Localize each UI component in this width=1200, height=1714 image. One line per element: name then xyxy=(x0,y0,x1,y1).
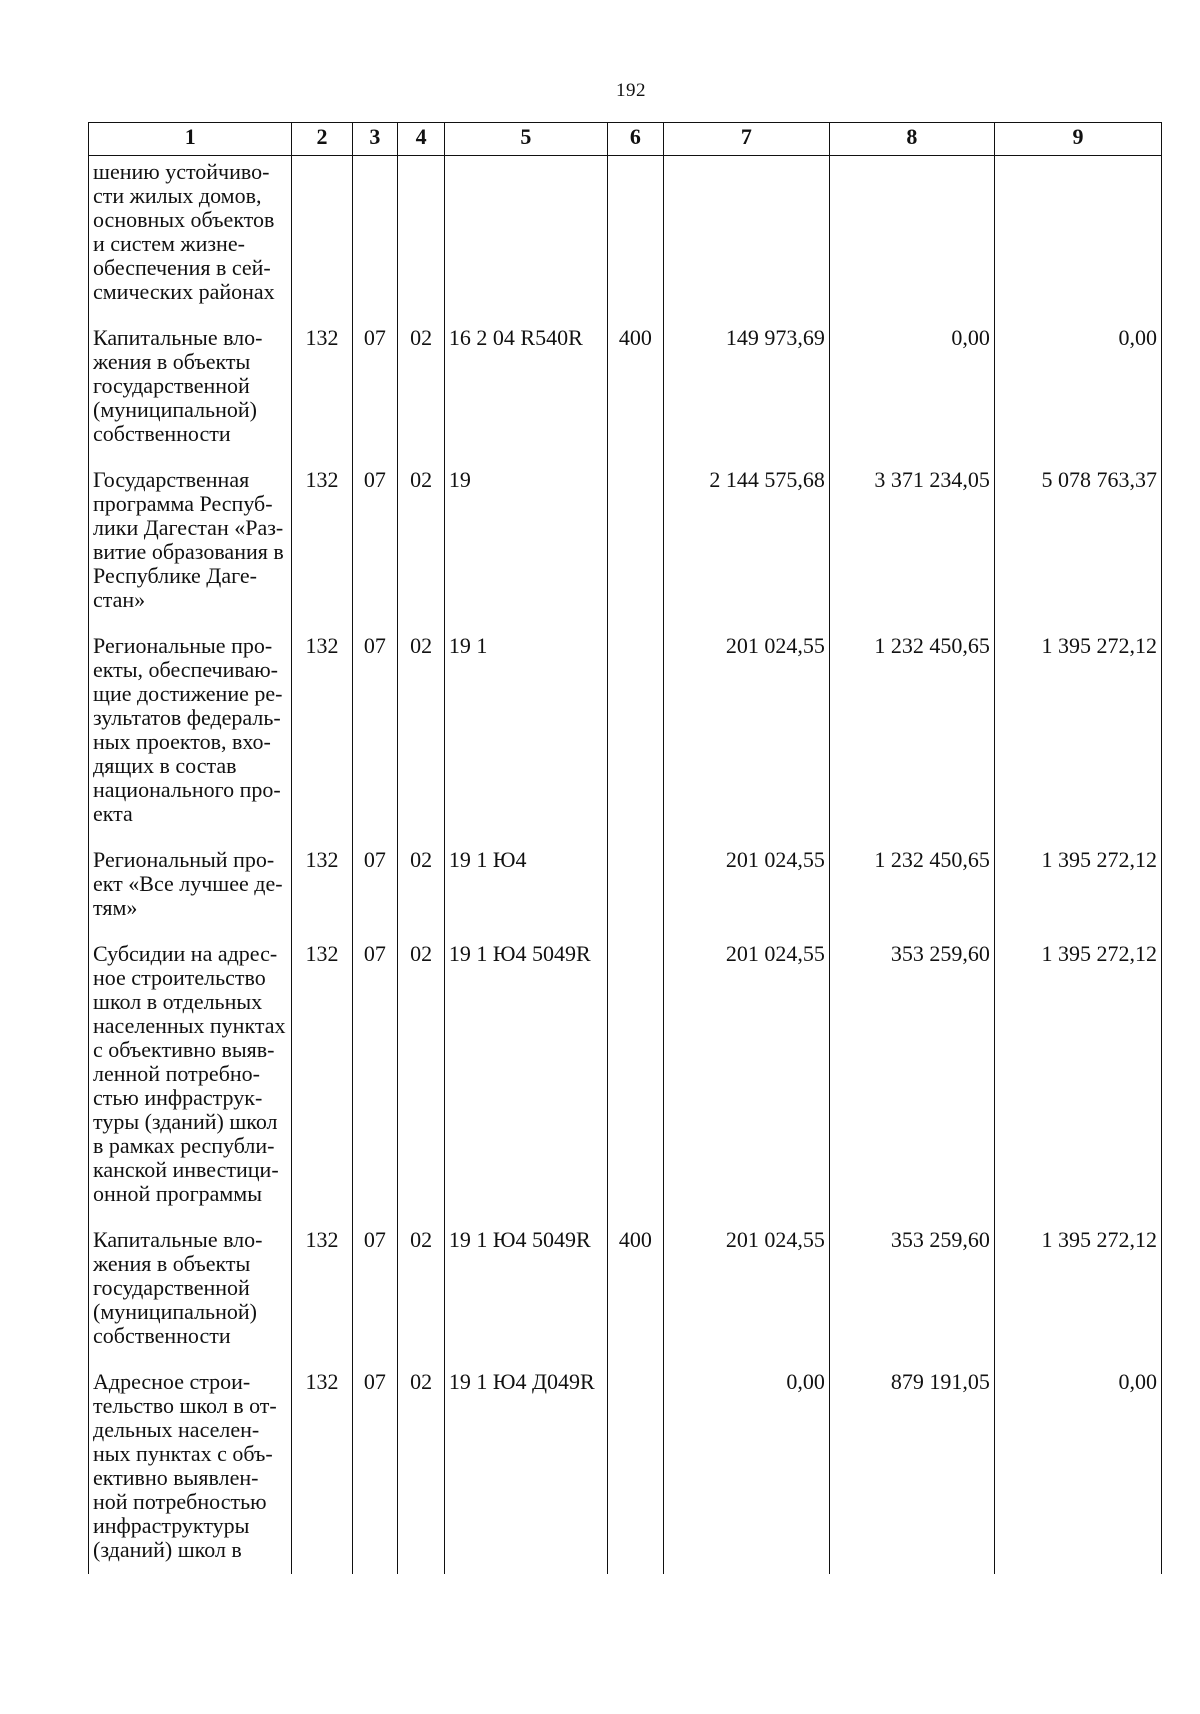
section-cell: 07 xyxy=(352,848,398,942)
column-header: 3 xyxy=(352,123,398,156)
row-name-line: ной потребностью xyxy=(93,1489,267,1514)
subsection-cell: 02 xyxy=(398,942,445,1228)
admin-code-cell: 132 xyxy=(292,326,352,468)
row-name-line: лики Дагестан «Раз- xyxy=(93,515,284,540)
budget-table xyxy=(88,122,1162,1574)
row-name-line: сти жилых домов, xyxy=(93,183,262,208)
expense-type-cell xyxy=(607,468,663,634)
expense-type-cell xyxy=(607,1370,663,1574)
amount-col8-cell xyxy=(829,156,994,327)
amount-col9-cell: 0,00 xyxy=(994,326,1161,468)
row-name-line: национального про- xyxy=(93,777,281,802)
section-cell: 07 xyxy=(352,1228,398,1370)
row-name-line: витие образования в xyxy=(93,539,284,564)
row-name-line: ленной потребно- xyxy=(93,1061,260,1086)
amount-col9-cell: 1 395 272,12 xyxy=(994,848,1161,942)
target-item-cell: 16 2 04 R540R xyxy=(444,326,607,468)
row-name-cell xyxy=(89,326,292,468)
amount-col8-cell: 353 259,60 xyxy=(829,1228,994,1370)
target-item-cell: 19 1 xyxy=(444,634,607,848)
subsection-cell xyxy=(398,156,445,327)
amount-col7-cell: 201 024,55 xyxy=(663,634,829,848)
row-name-line: туры (зданий) школ xyxy=(93,1109,278,1134)
table-row xyxy=(89,942,1162,1228)
admin-code-cell: 132 xyxy=(292,634,352,848)
amount-col9-cell xyxy=(994,156,1161,327)
row-name-line: и систем жизне- xyxy=(93,231,245,256)
amount-col8-cell: 353 259,60 xyxy=(829,942,994,1228)
row-name-line: тям» xyxy=(93,895,138,920)
expense-type-cell: 400 xyxy=(607,326,663,468)
expense-type-cell xyxy=(607,942,663,1228)
column-header: 9 xyxy=(994,123,1161,156)
amount-col8-cell: 879 191,05 xyxy=(829,1370,994,1574)
subsection-cell: 02 xyxy=(398,468,445,634)
row-name-line: (муниципальной) xyxy=(93,1299,257,1324)
row-name-line: Региональный про- xyxy=(93,847,275,872)
amount-col7-cell: 2 144 575,68 xyxy=(663,468,829,634)
row-name-line: ект «Все лучшее де- xyxy=(93,871,283,896)
row-name-line: населенных пунктах xyxy=(93,1013,286,1038)
row-name-line: обеспечения в сей- xyxy=(93,255,271,280)
subsection-cell: 02 xyxy=(398,1370,445,1574)
subsection-cell: 02 xyxy=(398,1228,445,1370)
admin-code-cell: 132 xyxy=(292,1228,352,1370)
amount-col7-cell: 149 973,69 xyxy=(663,326,829,468)
row-name-line: собственности xyxy=(93,1323,231,1348)
row-name-line: программа Респуб- xyxy=(93,491,273,516)
row-name-line: онной программы xyxy=(93,1181,263,1206)
expense-type-cell: 400 xyxy=(607,1228,663,1370)
row-name-line: государственной xyxy=(93,1275,250,1300)
admin-code-cell: 132 xyxy=(292,1370,352,1574)
row-name-line: екта xyxy=(93,801,133,826)
target-item-cell: 19 1 Ю4 xyxy=(444,848,607,942)
amount-col9-cell: 1 395 272,12 xyxy=(994,1228,1161,1370)
expense-type-cell xyxy=(607,156,663,327)
row-name-cell xyxy=(89,156,292,327)
table-row xyxy=(89,1370,1162,1574)
row-name-line: Государственная xyxy=(93,467,250,492)
row-name-line: школ в отдельных xyxy=(93,989,263,1014)
row-name-line: Капитальные вло- xyxy=(93,325,263,350)
section-cell: 07 xyxy=(352,634,398,848)
row-name-line: Капитальные вло- xyxy=(93,1227,263,1252)
admin-code-cell xyxy=(292,156,352,327)
column-header: 7 xyxy=(663,123,829,156)
row-name-line: Республике Даге- xyxy=(93,563,257,588)
amount-col8-cell: 1 232 450,65 xyxy=(829,848,994,942)
target-item-cell xyxy=(444,156,607,327)
table-row xyxy=(89,326,1162,468)
amount-col7-cell: 201 024,55 xyxy=(663,848,829,942)
row-name-line: стан» xyxy=(93,587,146,612)
table-row xyxy=(89,848,1162,942)
row-name-line: дящих в состав xyxy=(93,753,237,778)
expense-type-cell xyxy=(607,848,663,942)
table-row xyxy=(89,1228,1162,1370)
target-item-cell: 19 1 Ю4 Д049R xyxy=(444,1370,607,1574)
amount-col7-cell xyxy=(663,156,829,327)
row-name-line: инфраструктуры xyxy=(93,1513,250,1538)
row-name-line: шению устойчиво- xyxy=(93,159,270,184)
table-row xyxy=(89,156,1162,327)
row-name-cell xyxy=(89,468,292,634)
row-name-line: ективно выявлен- xyxy=(93,1465,259,1490)
subsection-cell: 02 xyxy=(398,848,445,942)
admin-code-cell: 132 xyxy=(292,942,352,1228)
row-name-line: жения в объекты xyxy=(93,349,251,374)
section-cell: 07 xyxy=(352,942,398,1228)
column-header: 6 xyxy=(607,123,663,156)
row-name-line: смических районах xyxy=(93,279,275,304)
row-name-line: щие достижение ре- xyxy=(93,681,283,706)
row-name-line: ных проектов, вхо- xyxy=(93,729,271,754)
row-name-line: государственной xyxy=(93,373,250,398)
amount-col9-cell: 1 395 272,12 xyxy=(994,634,1161,848)
section-cell: 07 xyxy=(352,326,398,468)
row-name-line: в рамках республи- xyxy=(93,1133,275,1158)
amount-col9-cell: 5 078 763,37 xyxy=(994,468,1161,634)
row-name-line: канской инвестици- xyxy=(93,1157,279,1182)
row-name-line: Субсидии на адрес- xyxy=(93,941,278,966)
amount-col9-cell: 0,00 xyxy=(994,1370,1161,1574)
row-name-cell xyxy=(89,634,292,848)
admin-code-cell: 132 xyxy=(292,468,352,634)
row-name-line: ных пунктах с объ- xyxy=(93,1441,273,1466)
row-name-line: собственности xyxy=(93,421,231,446)
amount-col8-cell: 0,00 xyxy=(829,326,994,468)
row-name-line: Адресное строи- xyxy=(93,1369,251,1394)
table-header-row xyxy=(89,123,1162,156)
row-name-line: тельство школ в от- xyxy=(93,1393,277,1418)
subsection-cell: 02 xyxy=(398,326,445,468)
admin-code-cell: 132 xyxy=(292,848,352,942)
section-cell: 07 xyxy=(352,1370,398,1574)
page-number: 192 xyxy=(616,80,646,101)
row-name-line: стью инфраструк- xyxy=(93,1085,263,1110)
row-name-line: жения в объекты xyxy=(93,1251,251,1276)
table-row xyxy=(89,634,1162,848)
table-row xyxy=(89,468,1162,634)
row-name-cell xyxy=(89,942,292,1228)
section-cell xyxy=(352,156,398,327)
row-name-line: (зданий) школ в xyxy=(93,1537,242,1562)
amount-col8-cell: 3 371 234,05 xyxy=(829,468,994,634)
row-name-line: ное строительство xyxy=(93,965,266,990)
row-name-line: дельных населен- xyxy=(93,1417,260,1442)
row-name-line: (муниципальной) xyxy=(93,397,257,422)
row-name-line: Региональные про- xyxy=(93,633,273,658)
amount-col7-cell: 201 024,55 xyxy=(663,942,829,1228)
amount-col7-cell: 201 024,55 xyxy=(663,1228,829,1370)
column-header: 8 xyxy=(829,123,994,156)
amount-col9-cell: 1 395 272,12 xyxy=(994,942,1161,1228)
column-header: 5 xyxy=(444,123,607,156)
amount-col7-cell: 0,00 xyxy=(663,1370,829,1574)
expense-type-cell xyxy=(607,634,663,848)
target-item-cell: 19 1 Ю4 5049R xyxy=(444,942,607,1228)
target-item-cell: 19 1 Ю4 5049R xyxy=(444,1228,607,1370)
row-name-line: екты, обеспечиваю- xyxy=(93,657,278,682)
column-header: 4 xyxy=(398,123,445,156)
row-name-line: с объективно выяв- xyxy=(93,1037,275,1062)
row-name-line: основных объектов xyxy=(93,207,275,232)
column-header: 2 xyxy=(292,123,352,156)
amount-col8-cell: 1 232 450,65 xyxy=(829,634,994,848)
column-header: 1 xyxy=(89,123,292,156)
subsection-cell: 02 xyxy=(398,634,445,848)
row-name-cell xyxy=(89,1228,292,1370)
target-item-cell: 19 xyxy=(444,468,607,634)
row-name-cell xyxy=(89,1370,292,1574)
section-cell: 07 xyxy=(352,468,398,634)
row-name-line: зультатов федераль- xyxy=(93,705,281,730)
row-name-cell xyxy=(89,848,292,942)
